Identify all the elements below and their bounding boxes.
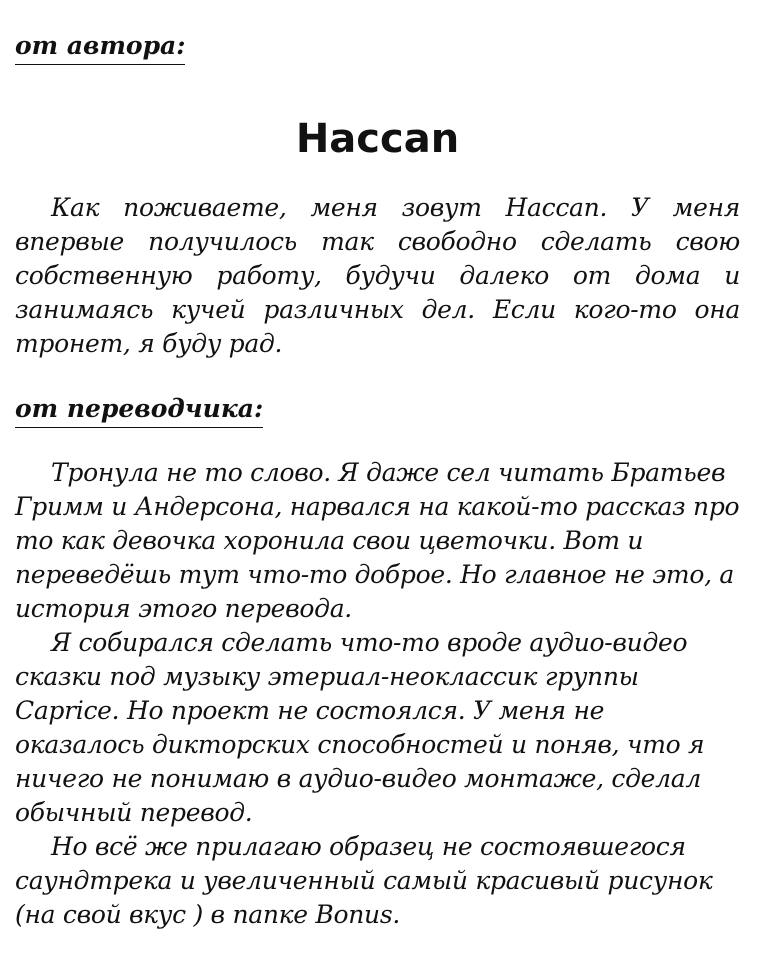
author-paragraph: Как поживаете, меня зовут Haccan. У меня впервые получилось так свободно сделать свою собственную работу, будучи далеко от дома и занимаясь кучей различных дел. Если кого-то она тронет, я буду рад. <box>15 193 740 358</box>
translator-section-heading: от переводчика: <box>15 393 263 428</box>
translator-heading-wrap <box>15 393 740 428</box>
translator-paragraph-3: Но всё же прилагаю образец не состоявшегося саундтрека и увеличенный самый красивый рисунок (на свой вкус ) в папке Bonus. <box>15 832 713 929</box>
section-gap <box>15 361 740 393</box>
author-heading-wrap <box>15 30 740 65</box>
translator-paragraph-1: Тронула не то слово. Я даже сел читать Братьев Гримм и Андерсона, нарвался на какой-то рассказ про то как девочка хоронила свои цветочки. Вот и переведёшь тут что-то доброе. Но главное не это, а история этого перевода. <box>15 458 740 623</box>
page-title: Haccan <box>295 116 460 162</box>
translator-paragraph-2: Я собирался сделать что-то вроде аудио-видео сказки под музыку этериал-неоклассик группы Caprice. Но проект не состоялся. У меня не оказалось дикторских способностей и поняв, что я ничего не понимаю в аудио-видео монтаже, сделал обычный перевод. <box>15 628 705 827</box>
author-section-heading: от автора: <box>15 30 185 65</box>
